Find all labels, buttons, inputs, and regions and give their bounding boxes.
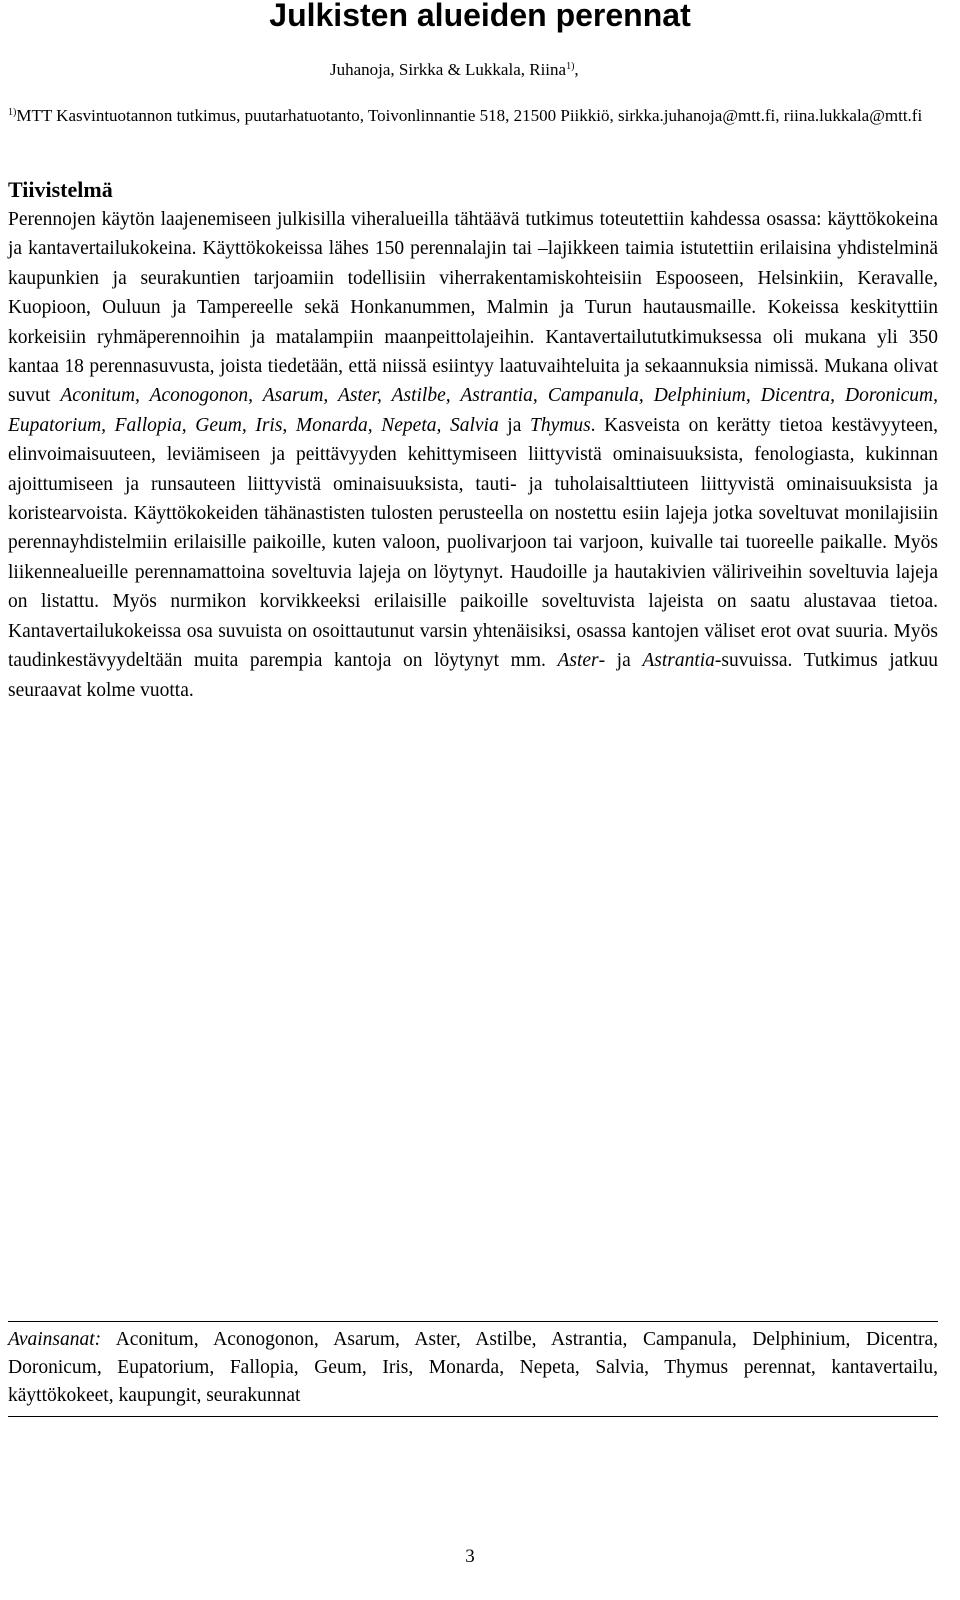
abstract-genera-list: Aconitum, Aconogonon, Asarum, Aster, Astilbe, Astrantia, Campanula, Delphinium, Dicentra, Doronicum, Eupatorium, Fallopia, Geum, Iris, Monarda, Nepeta, Salvia — [8, 385, 938, 436]
keywords-text: Aconitum, Aconogonon, Asarum, Aster, Astilbe, Astrantia, Campanula, Delphinium, Dicentra, Doronicum, Eupatorium, Fallopia, Geum, Iris, Monarda, Nepeta, Salvia, Thymus perennat, kantavertailu, käyttökokeet, kaupungit, seurakunnat — [8, 1329, 938, 1406]
affiliation — [8, 104, 938, 128]
author-trailing: , — [574, 60, 579, 79]
affiliation-text: MTT Kasvintuotannon tutkimus, puutarhatuotanto, Toivonlinnantie 518, 21500 Piikkiö, sirkka.juhanoja@mtt.fi, riina.lukkala@mtt.fi — [16, 106, 923, 125]
abstract-heading: Tiivistelmä — [8, 177, 113, 202]
abstract-dash-conjunction: - ja — [598, 650, 643, 672]
authors-line — [330, 58, 579, 82]
author-affiliation-marker: 1) — [566, 61, 575, 72]
abstract-conjunction: ja — [498, 414, 530, 436]
keywords-label: Avainsanat: — [8, 1329, 102, 1350]
abstract-text-part1: Perennojen käytön laajenemiseen julkisilla viheralueilla tähtäävä tutkimus toteutettiin kahdessa osassa: käyttökokeina ja kantavertailukokeina. Käyttökokeissa lähes 150 perennalajin tai –lajikkeen taimia istutettiin erilaisina yhdistelminä kaupunkien ja seurakuntien tarjoamiin todellisiin viherrakentamiskohteisiin Espooseen, Helsinkiin, Keravalle, Kuopioon, Ouluun ja Tampereelle sekä Honkanummen, Malmin ja Turun hautausmaille. Kokeissa keskityttiin korkeisiin ryhmäperennoihin ja matalampiin maanpeittolajeihin. Kantavertailututkimuksessa oli mukana yli 350 kantaa 18 perennasuvusta, joista tiedetään, että niissä esiintyy laatuvaihteluita ja sekaannuksia nimissä. Mukana olivat suvut — [8, 209, 938, 407]
abstract-text-part2: . Kasveista on kerätty tietoa kestävyyteen, elinvoimaisuuteen, leviämiseen ja peittävyyden kehittymiseen liittyvistä ominaisuuksista, fenologiasta, kukinnan ajoittumiseen ja runsauteen liittyvistä ominaisuuksista, tauti- ja tuholaisalttiuteen liittyvistä ominaisuuksista ja koristearvoista. Käyttökokeiden tähänastisten tulosten perusteella on nostettu esiin lajeja jotka soveltuvat monilajisiin perennayhdistelmiin erilaisille paikoille, kuten valoon, puolivarjoon tai varjoon, kuivalle tai tuoreelle paikalle. Myös liikennealueille perennamattoina soveltuvia lajeja on löytynyt. Haudoille ja hautakivien väliriveihin soveltuvia lajeja on listattu. Myös nurmikon korvikkeeksi erilaisille paikoille soveltuvista lajeista on saatu alustavaa tietoa. Kantavertailukokeissa osa suvuista on osoittautunut varsin yhtenäisiksi, osassa kantojen väliset erot ovat suuria. Myös taudinkestävyydeltään muita parempia kantoja on löytynyt mm. — [8, 414, 939, 672]
keywords-box — [8, 1321, 938, 1417]
abstract-genus-astrantia: Astrantia — [642, 650, 715, 672]
document-title: Julkisten alueiden perennat — [269, 0, 691, 33]
abstract-text-part3: -suvuissa. Tutkimus jatkuu seuraavat kolme vuotta. — [8, 650, 938, 701]
abstract-genus-thymus: Thymus — [530, 414, 591, 436]
affiliation-marker: 1) — [8, 107, 17, 118]
abstract-body — [8, 205, 938, 705]
page-number: 3 — [465, 1546, 475, 1567]
author-names: Juhanoja, Sirkka & Lukkala, Riina — [330, 60, 567, 79]
abstract-genus-aster: Aster — [557, 650, 599, 672]
